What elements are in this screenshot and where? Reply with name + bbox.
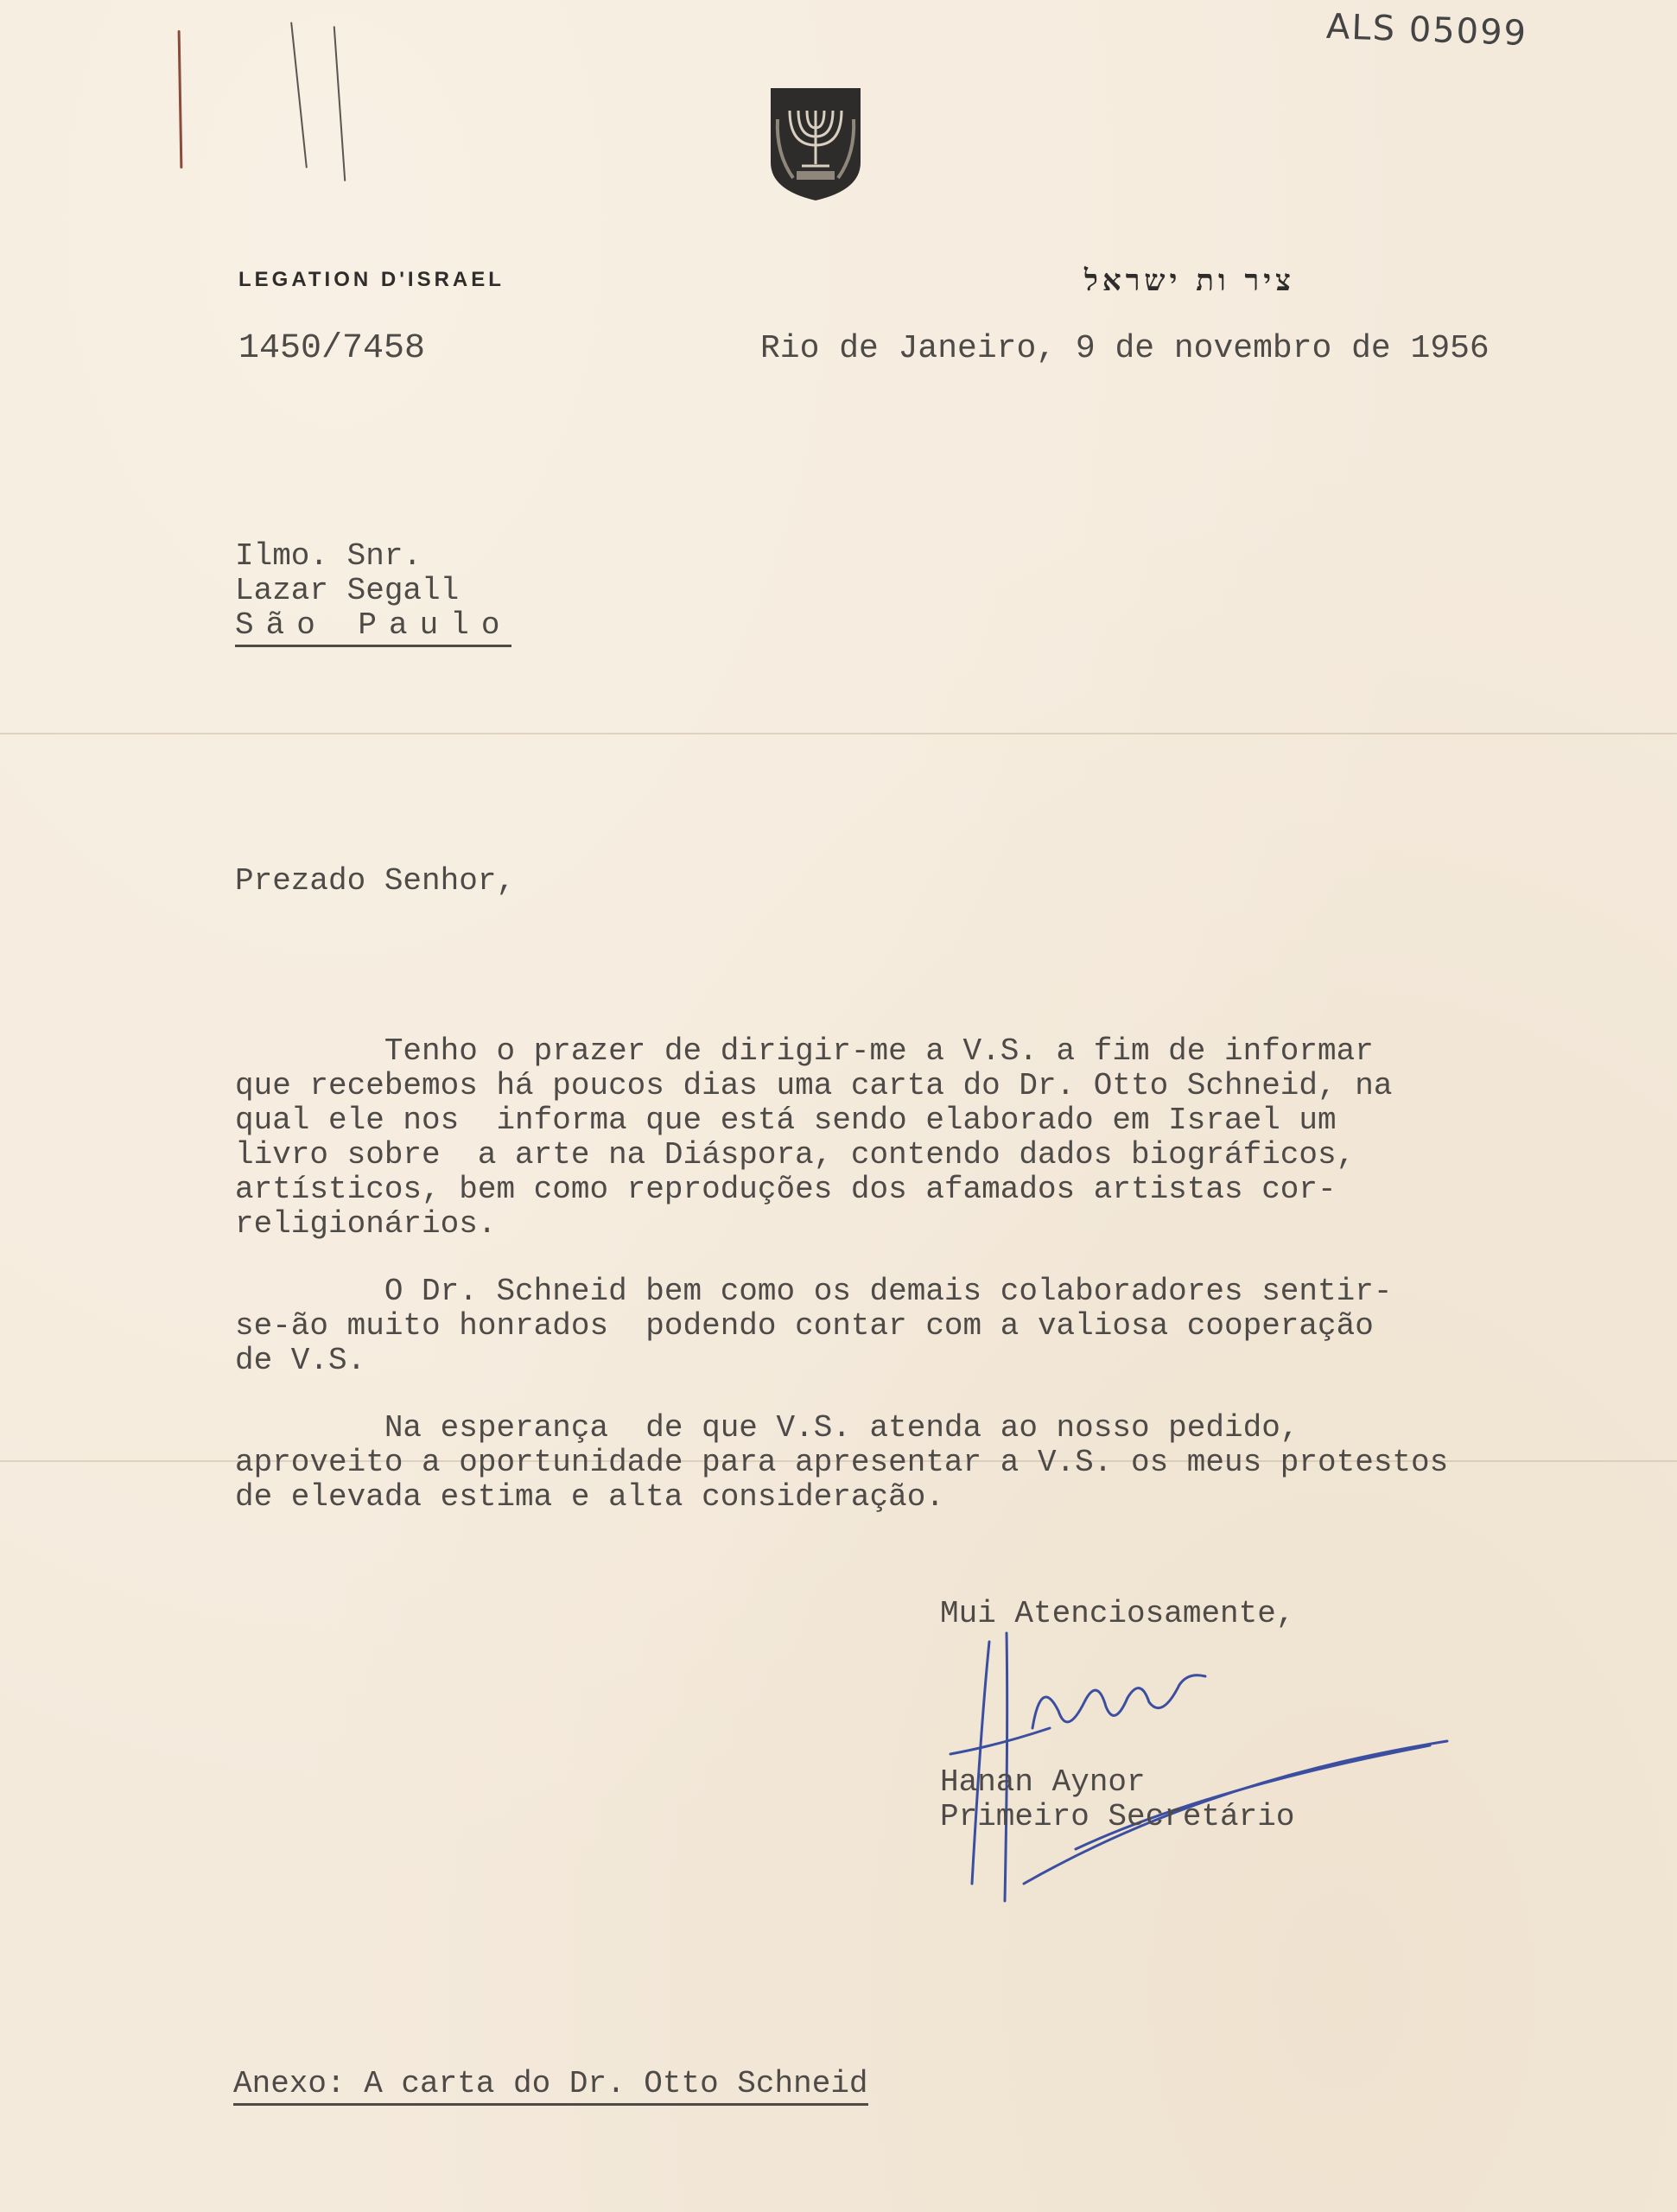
body-line: aproveito a oportunidade para apresentar a V.S. os meus protestos — [235, 1445, 1449, 1480]
body-line: de V.S. — [235, 1343, 366, 1378]
body-line: Na esperança de que V.S. atenda ao nosso pedido, — [235, 1410, 1299, 1446]
margin-mark — [290, 22, 308, 168]
salutation: Prezado Senhor, — [235, 863, 516, 899]
body-line: se-ão muito honrados podendo contar com a valiosa cooperação — [235, 1308, 1374, 1344]
body-line: qual ele nos informa que está sendo elaborado em Israel um — [235, 1103, 1337, 1138]
signer-title: Primeiro Secretário — [940, 1799, 1295, 1834]
reference-number: 1450/7458 — [238, 329, 426, 368]
body-line: artísticos, bem como reproduções dos afamados artistas cor- — [235, 1172, 1337, 1207]
date-line: Rio de Janeiro, 9 de novembro de 1956 — [760, 330, 1490, 367]
body-line: religionários. — [235, 1206, 497, 1242]
attachment-note: Anexo: A carta do Dr. Otto Schneid — [233, 2067, 868, 2106]
recipient-city: São Paulo — [235, 608, 511, 647]
body-line: livro sobre a arte na Diáspora, contendo dados biográficos, — [235, 1137, 1356, 1173]
hebrew-heading: ציר ות ישראל — [1084, 264, 1295, 298]
recipient-name: Lazar Segall — [235, 573, 460, 608]
legation-heading: LEGATION D'ISRAEL — [238, 268, 505, 291]
body-line: de elevada estima e alta consideração. — [235, 1479, 944, 1515]
closing: Mui Atenciosamente, — [940, 1596, 1295, 1631]
recipient-line: Ilmo. Snr. — [235, 538, 422, 574]
paper-fold — [0, 733, 1677, 734]
body-line: O Dr. Schneid bem como os demais colaboradores sentir- — [235, 1274, 1393, 1309]
body-line: que recebemos há poucos dias uma carta do Dr. Otto Schneid, na — [235, 1068, 1393, 1103]
archive-code: ALS 05099 — [1325, 6, 1528, 54]
signer-name: Hanan Aynor — [940, 1764, 1146, 1800]
body-line: Tenho o prazer de dirigir-me a V.S. a fim de informar — [235, 1033, 1374, 1069]
margin-mark — [178, 30, 183, 168]
menorah-emblem-icon — [767, 85, 864, 202]
margin-mark — [333, 26, 346, 181]
